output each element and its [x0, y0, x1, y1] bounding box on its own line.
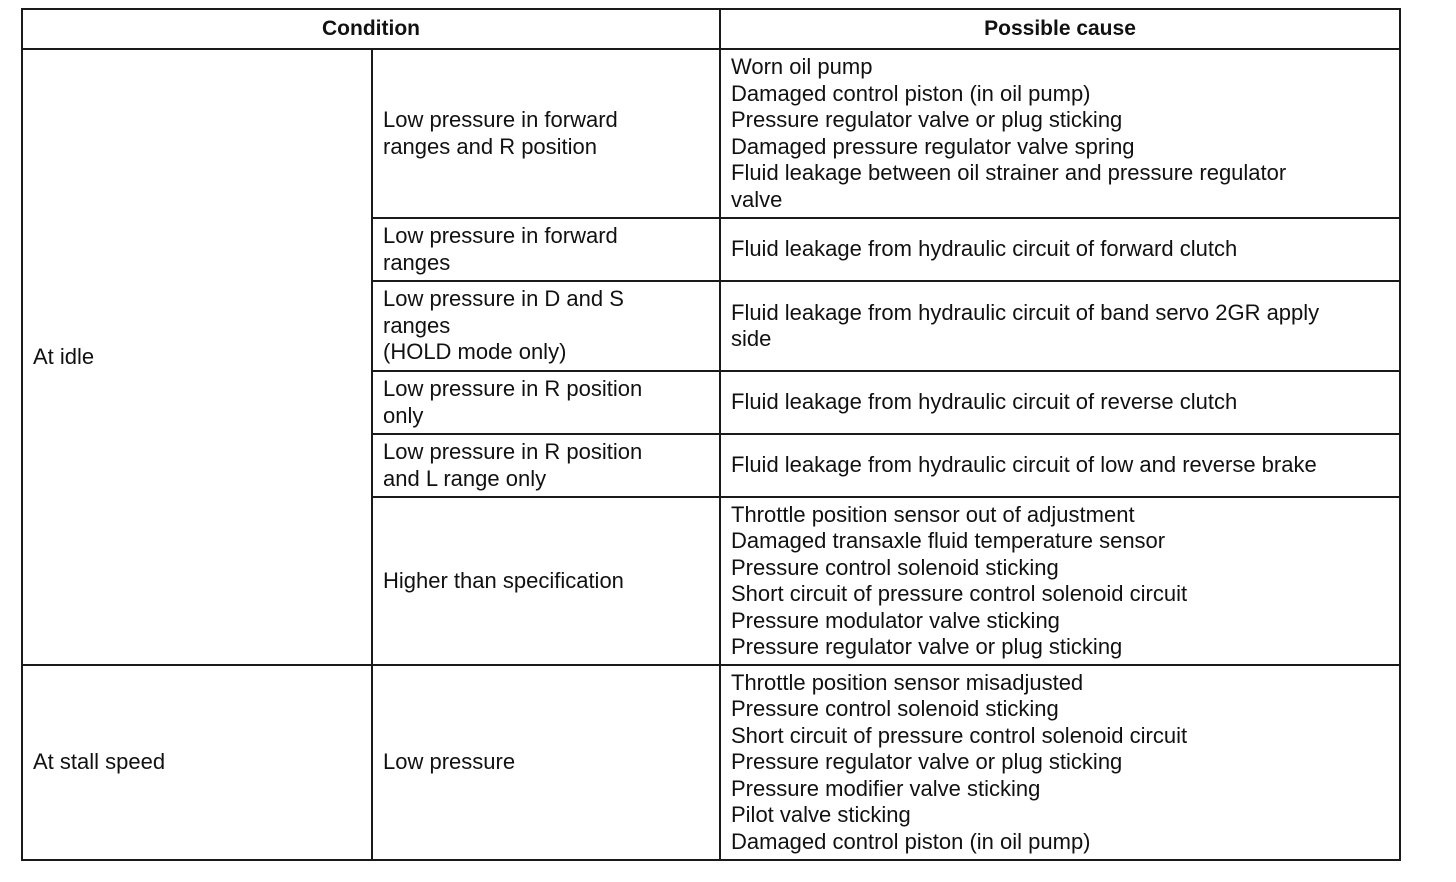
- cause-line: Damaged control piston (in oil pump): [731, 828, 1091, 854]
- cause-line: Fluid leakage from hydraulic circuit of forward clutch: [731, 236, 1238, 262]
- cause-line: Fluid leakage from hydraulic circuit of low and reverse brake: [731, 452, 1317, 478]
- cause-line: Throttle position sensor misadjusted: [731, 669, 1084, 695]
- condition-line: and L range only: [383, 465, 547, 491]
- cause-line: valve: [731, 186, 783, 212]
- table-row: [22, 665, 1400, 860]
- cause-line: Damaged control piston (in oil pump): [731, 80, 1091, 106]
- cause-line: Pressure regulator valve or plug sticking: [731, 749, 1123, 775]
- cause-cell: [720, 281, 1400, 371]
- cause-cell: [720, 665, 1400, 860]
- cause-line: Pressure control solenoid sticking: [731, 696, 1059, 722]
- condition-line: Low pressure in forward: [383, 223, 618, 248]
- condition-group-at-idle: At idle: [22, 49, 372, 665]
- condition-group-at-stall-speed: At stall speed: [22, 665, 372, 860]
- cause-cell: [720, 218, 1400, 281]
- cause-line: Pressure control solenoid sticking: [731, 554, 1059, 580]
- condition-line: only: [383, 402, 424, 428]
- header-possible-cause: Possible cause: [720, 9, 1400, 49]
- cause-cell: [720, 497, 1400, 665]
- cause-cell: [720, 371, 1400, 434]
- cause-line: Short circuit of pressure control solenoid circuit: [731, 581, 1188, 606]
- cause-line: Throttle position sensor out of adjustment: [731, 501, 1135, 527]
- cause-line: Pressure modifier valve sticking: [731, 775, 1041, 801]
- cause-line: side: [731, 326, 772, 351]
- condition-line: Low pressure: [383, 749, 516, 775]
- condition-line: (HOLD mode only): [383, 339, 567, 365]
- cause-line: Fluid leakage from hydraulic circuit of band servo 2GR apply: [731, 299, 1320, 325]
- condition-cell: [372, 434, 720, 497]
- condition-line: ranges: [383, 312, 451, 338]
- header-condition: Condition: [22, 9, 720, 49]
- cause-line: Pressure regulator valve or plug sticking: [731, 634, 1123, 659]
- cause-line: Damaged pressure regulator valve spring: [731, 133, 1135, 159]
- condition-cell: [372, 49, 720, 218]
- cause-line: Fluid leakage from hydraulic circuit of reverse clutch: [731, 389, 1238, 415]
- condition-line: ranges and R position: [383, 133, 598, 159]
- table-row: [22, 49, 1400, 218]
- cause-line: Pressure modulator valve sticking: [731, 607, 1060, 633]
- condition-line: Low pressure in R position: [383, 439, 643, 464]
- cause-cell: [720, 434, 1400, 497]
- condition-line: Higher than specification: [383, 567, 624, 593]
- cause-line: Short circuit of pressure control solenoid circuit: [731, 722, 1188, 748]
- condition-line: Low pressure in forward: [383, 107, 618, 132]
- condition-line: Low pressure in D and S: [383, 286, 624, 312]
- condition-cell: [372, 497, 720, 665]
- troubleshooting-table: [21, 8, 1401, 861]
- condition-line: Low pressure in R position: [383, 376, 643, 401]
- condition-cell: [372, 665, 720, 860]
- cause-line: Fluid leakage between oil strainer and pressure regulator: [731, 160, 1287, 185]
- condition-cell: [372, 371, 720, 434]
- cause-line: Pilot valve sticking: [731, 802, 911, 828]
- condition-cell: [372, 281, 720, 371]
- header-row: [22, 9, 1400, 49]
- cause-line: Worn oil pump: [731, 54, 873, 79]
- cause-cell: [720, 49, 1400, 218]
- condition-line: ranges: [383, 249, 451, 275]
- cause-line: Damaged transaxle fluid temperature sensor: [731, 528, 1166, 553]
- cause-line: Pressure regulator valve or plug sticking: [731, 107, 1123, 132]
- condition-cell: [372, 218, 720, 281]
